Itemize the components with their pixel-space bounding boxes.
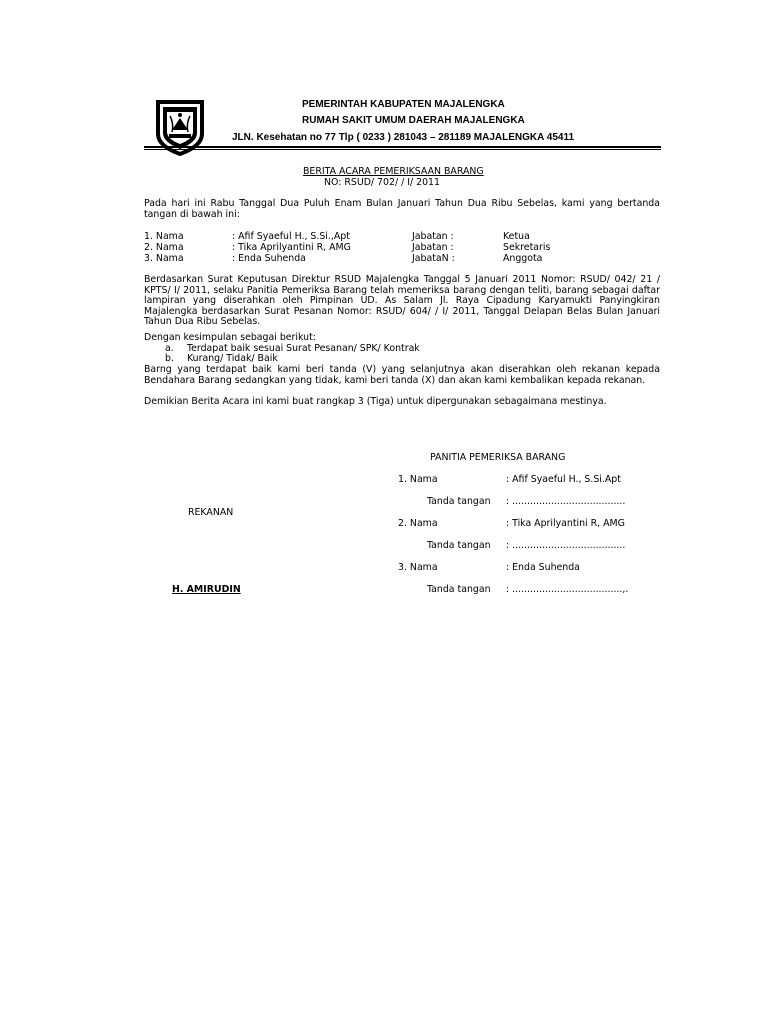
signer-2-signature-line: : ...................................... bbox=[506, 540, 626, 551]
member-1-name: : Afif Syaeful H., S.Si.,Apt bbox=[232, 231, 350, 242]
member-3-role: Anggota bbox=[503, 253, 543, 264]
conclusion-a-text: Terdapat baik sesuai Surat Pesanan/ SPK/ Kontrak bbox=[187, 343, 420, 354]
member-3-name: : Enda Suhenda bbox=[232, 253, 306, 264]
signer-2-signature-label: Tanda tangan bbox=[427, 540, 491, 551]
member-1-label: 1. Nama bbox=[144, 231, 184, 242]
signer-2-label: 2. Nama bbox=[398, 518, 438, 529]
letterhead-address: JLN. Kesehatan no 77 Tlp ( 0233 ) 281043 – 281189 MAJALENGKA 45411 bbox=[232, 132, 575, 143]
marking-paragraph: Barng yang terdapat baik kami beri tanda (V) yang selanjutnya akan diserahkan oleh rekanan kepada Bendahara Barang sedangkan yang tidak, kami beri tanda (X) dan akan kami kembalikan kepada rekanan. bbox=[144, 364, 660, 386]
member-3-role-label: JabataN : bbox=[412, 253, 455, 264]
committee-title: PANITIA PEMERIKSA BARANG bbox=[430, 452, 566, 463]
signer-1-signature-label: Tanda tangan bbox=[427, 496, 491, 507]
member-2-name: : Tika Aprilyantini R, AMG bbox=[232, 242, 351, 253]
document-title: BERITA ACARA PEMERIKSAAN BARANG bbox=[303, 166, 484, 177]
signer-2-name: : Tika Aprilyantini R, AMG bbox=[506, 518, 625, 529]
signer-3-name: : Enda Suhenda bbox=[506, 562, 580, 573]
member-2-role-label: Jabatan : bbox=[412, 242, 454, 253]
signer-1-label: 1. Nama bbox=[398, 474, 438, 485]
closing-paragraph: Demikian Berita Acara ini kami buat rangkap 3 (Tiga) untuk dipergunakan sebagaimana mestinya. bbox=[144, 396, 607, 407]
signer-3-signature-label: Tanda tangan bbox=[427, 584, 491, 595]
letterhead-government: PEMERINTAH KABUPATEN MAJALENGKA bbox=[302, 99, 505, 110]
signer-1-name: : Afif Syaeful H., S.Si.Apt bbox=[506, 474, 621, 485]
member-1-role: Ketua bbox=[503, 231, 530, 242]
signer-3-label: 3. Nama bbox=[398, 562, 438, 573]
letterhead-rule-thin bbox=[144, 149, 661, 150]
letterhead-hospital: RUMAH SAKIT UMUM DAERAH MAJALENGKA bbox=[302, 115, 525, 126]
conclusion-intro: Dengan kesimpulan sebagai berikut: bbox=[144, 332, 316, 343]
member-2-role: Sekretaris bbox=[503, 242, 551, 253]
signer-1-signature-line: : ...................................... bbox=[506, 496, 626, 507]
document-number: NO: RSUD/ 702/ / I/ 2011 bbox=[324, 177, 440, 188]
vendor-name: H. AMIRUDIN bbox=[172, 584, 241, 595]
conclusion-b-text: Kurang/ Tidak/ Baik bbox=[187, 353, 278, 364]
member-1-role-label: Jabatan : bbox=[412, 231, 454, 242]
letterhead-rule-thick bbox=[144, 146, 661, 148]
signer-3-signature-line: : .....................................,. bbox=[506, 584, 629, 595]
opening-paragraph: Pada hari ini Rabu Tanggal Dua Puluh Enam Bulan Januari Tahun Dua Ribu Sebelas, kami yang bertanda tangan di bawah ini: bbox=[144, 198, 660, 220]
member-2-label: 2. Nama bbox=[144, 242, 184, 253]
vendor-label: REKANAN bbox=[188, 507, 234, 518]
conclusion-b-marker: b. bbox=[165, 353, 174, 364]
member-3-label: 3. Nama bbox=[144, 253, 184, 264]
conclusion-a-marker: a. bbox=[165, 343, 174, 354]
basis-paragraph: Berdasarkan Surat Keputusan Direktur RSUD Majalengka Tanggal 5 Januari 2011 Nomor: RSUD/ 042/ 21 / KPTS/ I/ 2011, selaku Panitia Pemeriksa Barang telah memeriksa barang dengan teliti, barang sebagai daftar lampiran yang diserahkan oleh Pimpinan UD. As Salam Jl. Raya Cipadung Karyamukti Panyingkiran Majalengka berdasarkan Surat Pesanan Nomor: RSUD/ 604/ / I/ 2011, Tanggal Delapan Belas Bulan Januari Tahun Dua Ribu Sebelas. bbox=[144, 274, 660, 328]
